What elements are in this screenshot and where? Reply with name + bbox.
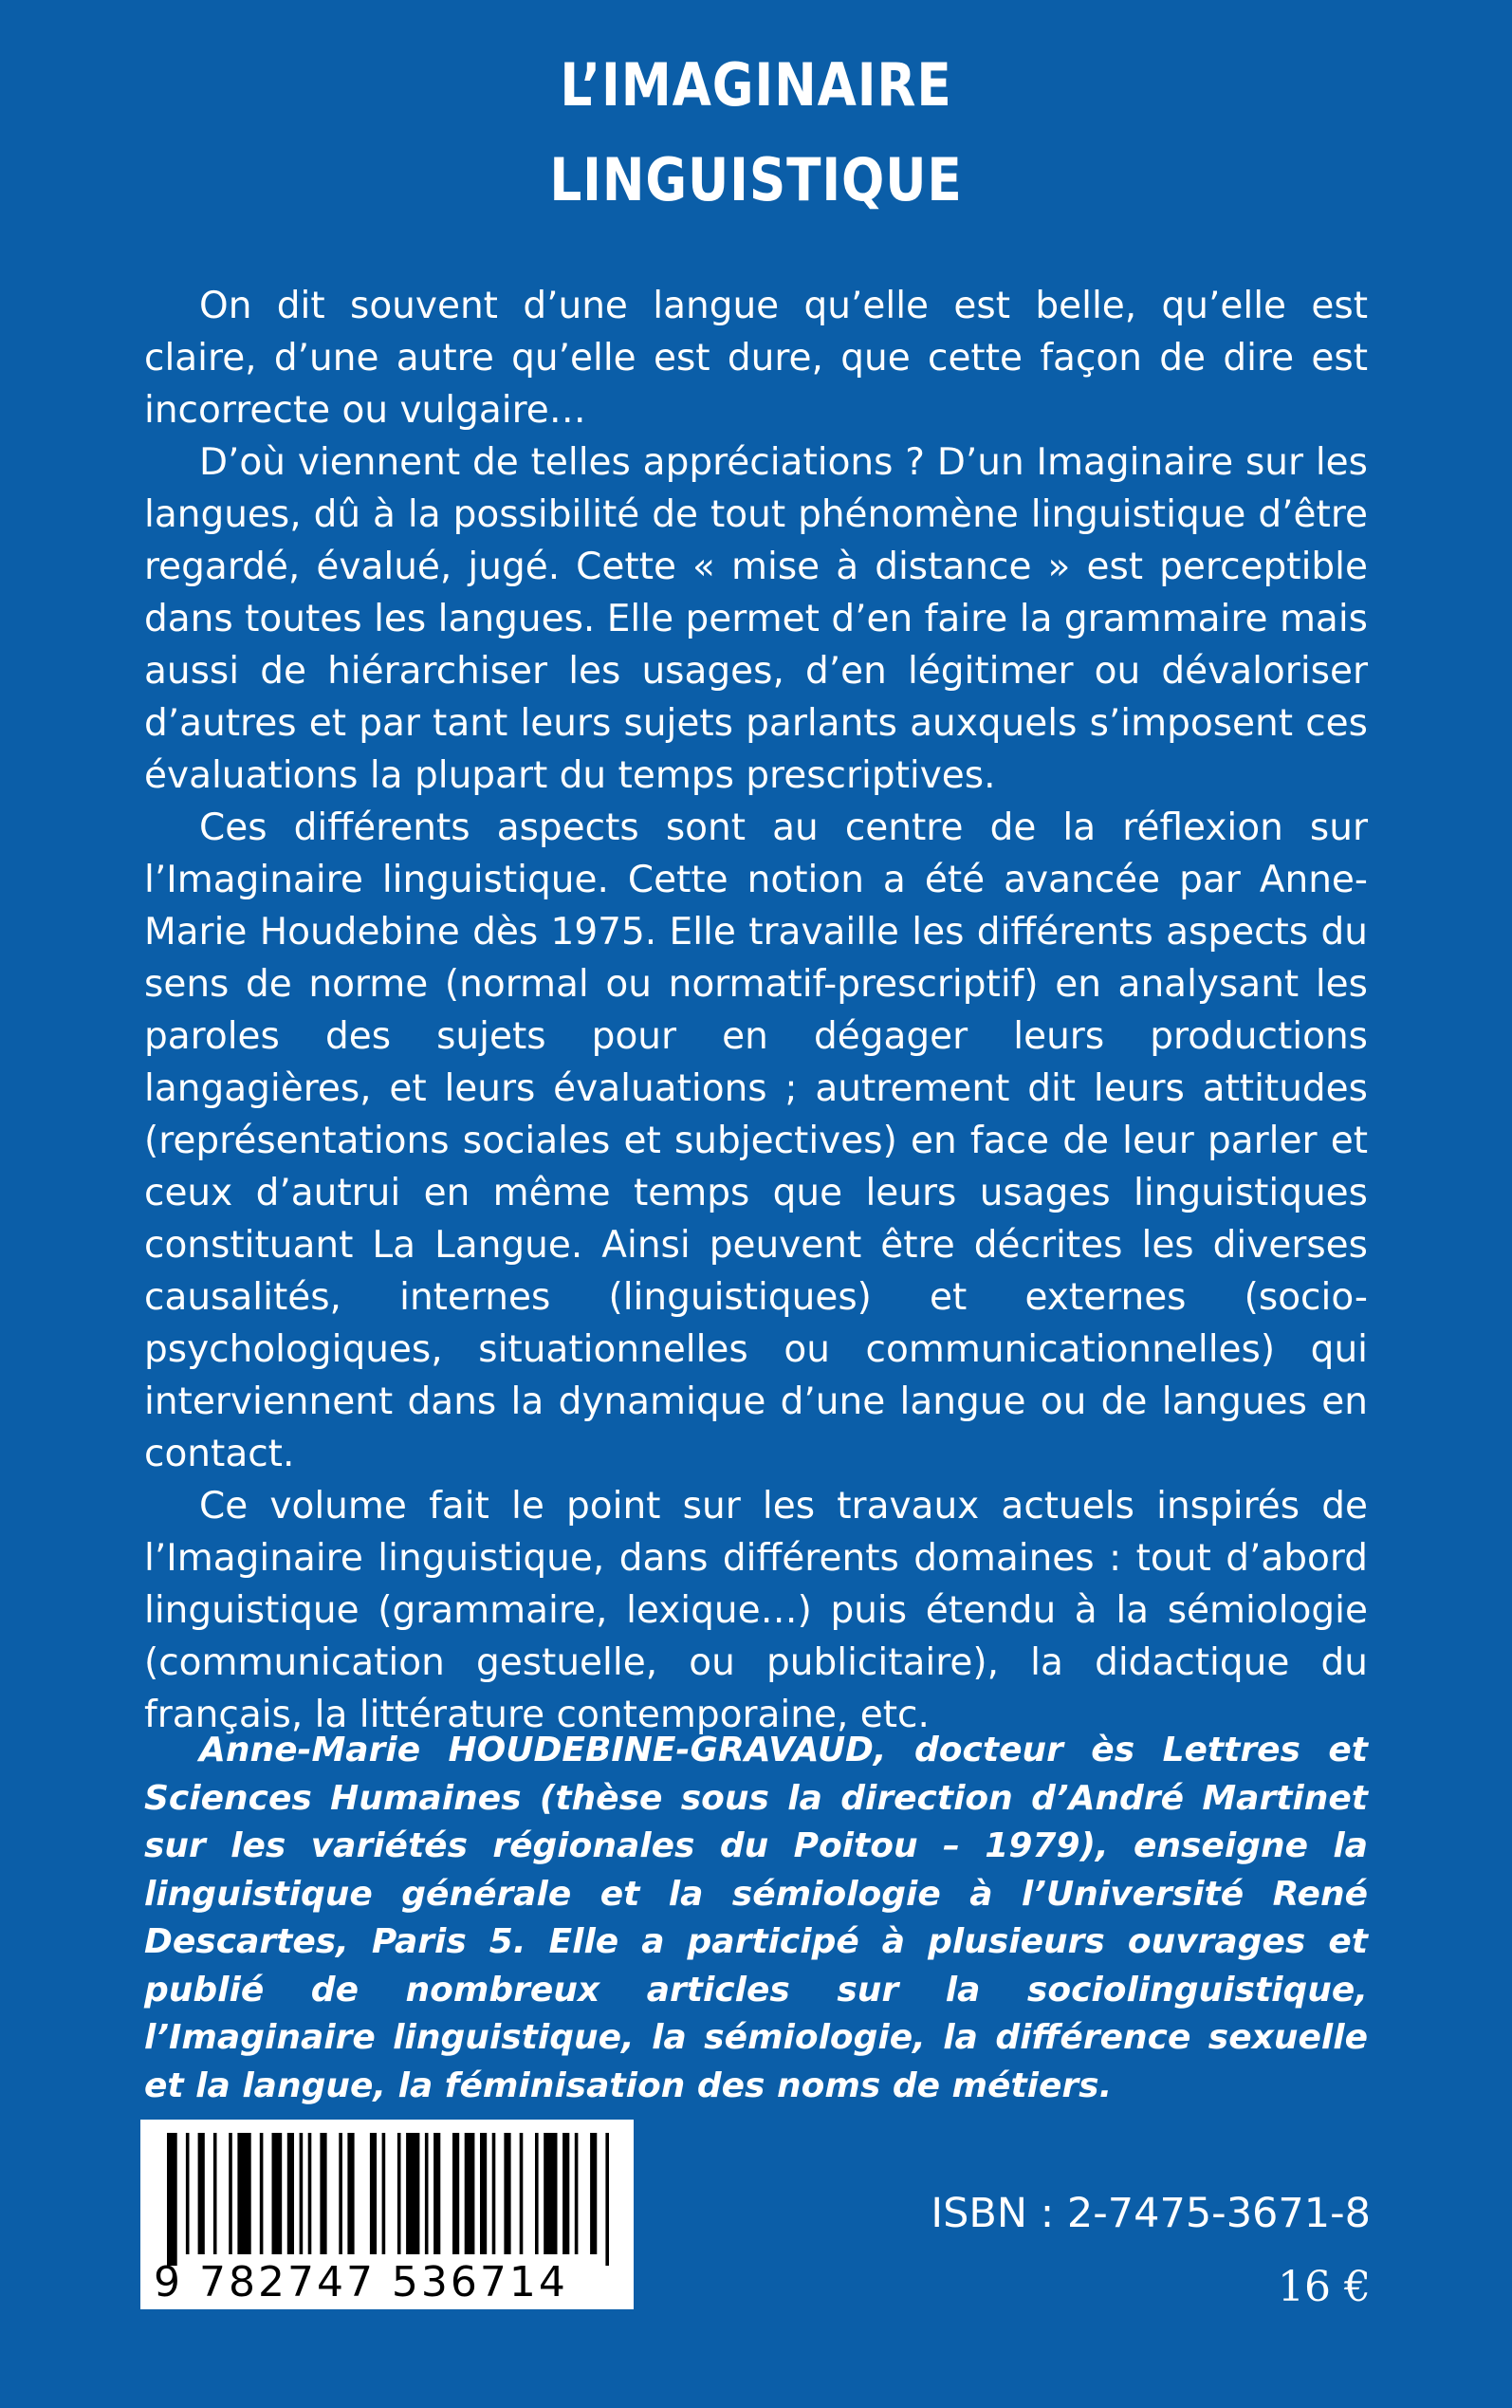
barcode-digits: 9 782747 536714 xyxy=(154,2258,568,2306)
barcode xyxy=(140,2120,634,2309)
barcode-bar xyxy=(575,2133,579,2254)
author-bio: Anne-Marie HOUDEBINE-GRAVAUD, docteur ès Lettres et Sciences Humaines (thèse sous la direction d’André Martinet sur les variétés régionales du Poitou – 1979), enseigne la linguistique générale et la sémiologie à l’Université René Descartes, Paris 5. Elle a participé à plusieurs ouvrages et publié de nombreux articles sur la sociolinguistique, l’Imaginaire linguistique, la sémiologie, la différence sexuelle et la langue, la féminisation des noms de métiers. xyxy=(144,1731,1368,2105)
blurb xyxy=(144,280,1368,1741)
barcode-bar xyxy=(167,2133,177,2266)
barcode-bar xyxy=(433,2133,440,2254)
barcode-bar xyxy=(229,2133,232,2254)
blurb-paragraph-2: D’où viennent de telles appréciations ? D’un Imaginaire sur les langues, dû à la possibilité de tout phénomène linguistique d’être regardé, évalué, jugé. Cette « mise à distance » est perceptible dans toutes les langues. Elle permet d’en faire la grammaire mais aussi de hiérarchiser les usages, d’en légitimer ou dévaloriser d’autres et par tant leurs sujets parlants auxquels s’imposent ces évaluations la plupart du temps prescriptives. xyxy=(144,441,1368,797)
barcode-bar xyxy=(213,2133,217,2254)
price: 16 € xyxy=(1278,2263,1371,2311)
barcode-bar xyxy=(480,2133,487,2254)
barcode-bar xyxy=(287,2133,294,2254)
barcode-bar xyxy=(186,2133,190,2254)
barcode-bar xyxy=(562,2133,569,2254)
barcode-bar xyxy=(492,2133,496,2254)
barcode-bar xyxy=(260,2133,264,2254)
barcode-bar xyxy=(397,2133,401,2254)
barcode-bar xyxy=(504,2133,510,2254)
barcode-bar xyxy=(272,2133,283,2254)
title-line-2: LINGUISTIQUE xyxy=(549,145,963,214)
barcode-bar xyxy=(382,2133,386,2254)
blurb-paragraph-1: On dit souvent d’une langue qu’elle est belle, qu’elle est claire, d’une autre qu’elle est dure, que cette façon de dire est incorrecte ou vulgaire… xyxy=(144,285,1368,432)
barcode-bar xyxy=(535,2133,539,2254)
isbn: ISBN : 2-7475-3671-8 xyxy=(931,2190,1371,2237)
barcode-bar xyxy=(590,2133,597,2254)
barcode-bar xyxy=(370,2133,377,2254)
barcode-bar xyxy=(339,2133,342,2254)
barcode-bar xyxy=(520,2133,524,2254)
book-title xyxy=(106,38,1407,228)
barcode-bar xyxy=(544,2133,557,2254)
blurb-paragraph-3: Ces différents aspects sont au centre de la réflexion sur l’Imaginaire linguistique. Cette notion a été avancée par Anne-Marie Houdebine dès 1975. Elle travaille les différents aspects du sens de norme (normal ou normatif-prescriptif) en analysant les paroles des sujets pour en dégager leurs productions langagières, et leurs évaluations ; autrement dit leurs attitudes (représentations sociales et subjectives) en face de leur parler et ceux d’autrui en même temps que leurs usages linguistiques constituant La Langue. Ainsi peuvent être décrites les diverses causalités, internes (linguistiques) et externes (socio-psychologiques, situationnelles ou communicationnelles) qui interviennent dans la dynamique d’une langue ou de langues en contact. xyxy=(144,806,1368,1475)
barcode-bar xyxy=(605,2133,609,2266)
blurb-paragraph-4: Ce volume fait le point sur les travaux actuels inspirés de l’Imaginaire linguistique, dans différents domaines : tout d’abord linguistique (grammaire, lexique…) puis étendu à la sémiologie (communication gestuelle, ou publicitaire), la didactique du français, la littérature contemporaine, etc. xyxy=(144,1485,1368,1736)
barcode-bar xyxy=(425,2133,429,2254)
barcode-bar xyxy=(320,2133,326,2254)
barcode-bar xyxy=(300,2133,304,2254)
barcode-bar xyxy=(347,2133,354,2254)
barcode-bar xyxy=(198,2133,205,2254)
barcode-bar xyxy=(465,2133,475,2254)
barcode-bar xyxy=(452,2133,459,2254)
barcode-bar xyxy=(308,2133,312,2254)
barcode-bar xyxy=(406,2133,419,2254)
barcode-bar xyxy=(237,2133,250,2254)
title-line-1: L’IMAGINAIRE xyxy=(560,50,952,120)
